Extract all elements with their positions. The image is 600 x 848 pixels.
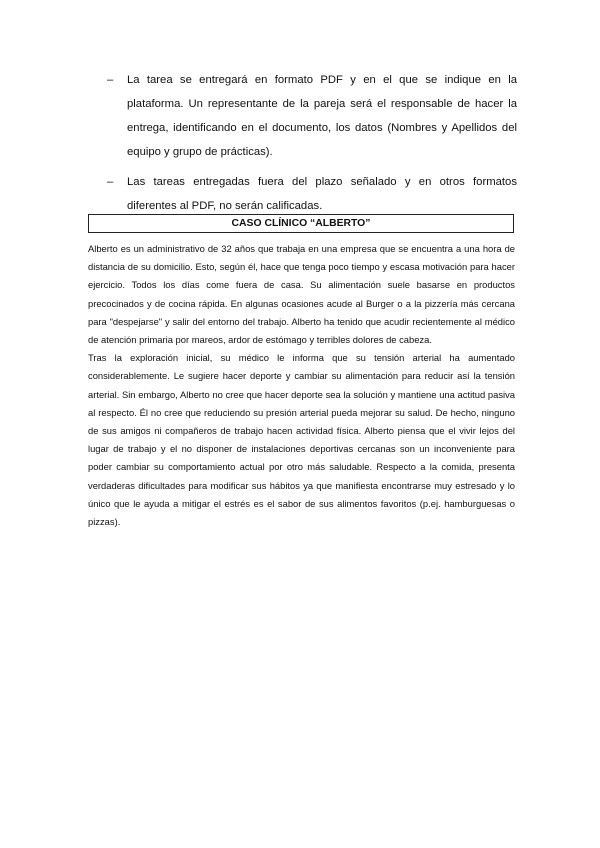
case-description <box>88 240 515 531</box>
list-item-text: Las tareas entregadas fuera del plazo señalado y en otros formatos diferentes al PDF, no serán calificadas. <box>127 176 517 212</box>
list-item <box>107 68 517 164</box>
case-title: CASO CLÍNICO “ALBERTO” <box>231 218 371 229</box>
instructions-list <box>107 68 517 224</box>
case-title-box <box>88 214 514 233</box>
list-item <box>107 170 517 218</box>
list-item-text: La tarea se entregará en formato PDF y en el que se indique en la plataforma. Un representante de la pareja será el responsable de hacer la entrega, identificando en el documento, los datos (Nombres y Apellidos del equipo y grupo de prácticas). <box>127 74 517 158</box>
case-paragraph: Alberto es un administrativo de 32 años que trabaja en una empresa que se encuentra a una hora de distancia de su domicilio. Esto, según él, hace que tenga poco tiempo y escasa motivación para hacer ejercicio. Todos los días come fuera de casa. Su alimentación suele basarse en productos precocinados y de cocina rápida. En algunas ocasiones acude al Burger o a la pizzería más cercana para "despejarse" y salir del entorno del trabajo. Alberto ha tenido que acudir recientemente al médico de atención primaria por mareos, ardor de estómago y terribles dolores de cabeza. <box>88 243 515 346</box>
dash-marker: – <box>107 74 114 86</box>
dash-marker: – <box>107 176 114 188</box>
case-paragraph: Tras la exploración inicial, su médico le informa que su tensión arterial ha aumentado considerablemente. Le sugiere hacer deporte y cambiar su alimentación para reducir así la tensión arterial. Sin embargo, Alberto no cree que hacer deporte sea la solución y mantiene una actitud pasiva al respecto. Él no cree que reduciendo su presión arterial pueda mejorar su salud. De hecho, ninguno de sus amigos ni compañeros de trabajo hacen actividad física. Alberto piensa que el vivir lejos del lugar de trabajo y el no disponer de instalaciones deportivas cercanas son un inconveniente para poder cambiar su comportamiento actual por otro más saludable. Respecto a la comida, presenta verdaderas dificultades para modificar sus hábitos ya que manifiesta encontrarse muy estresado y lo único que le ayuda a mitigar el estrés es el sabor de sus alimentos favoritos (p.ej. hamburguesas o pizzas). <box>88 352 515 528</box>
